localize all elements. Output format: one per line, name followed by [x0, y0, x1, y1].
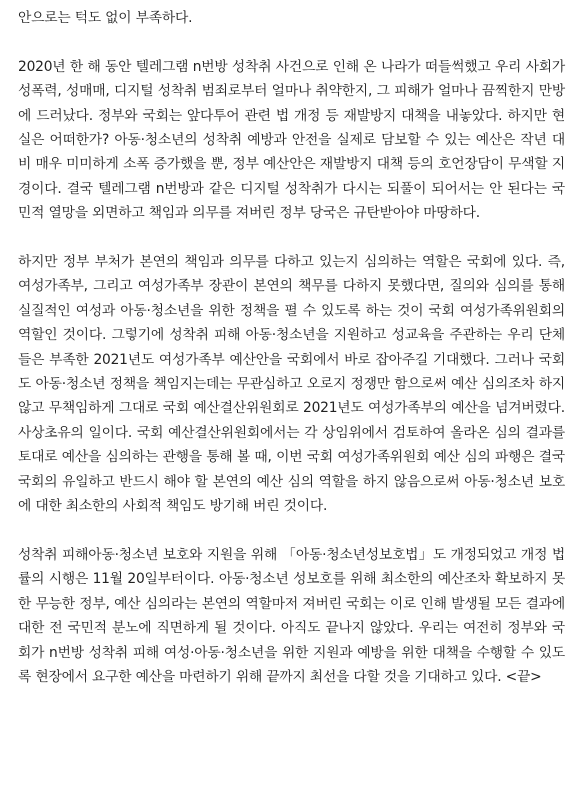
paragraph-nth-room-case: 2020년 한 해 동안 텔레그램 n번방 성착취 사건으로 인해 온 나라가 떠들썩했고 우리 사회가 성폭력, 성매매, 디지털 성착취 범죄로부터 얼마나 취약한지, 그 피해가 얼마나 끔찍한지 만방에 드러났다. 정부와 국회는 앞다투어 관련 법 개정 등 재발방지 대책을 내놓았다. 하지만 현실은 어떠한가? 아동·청소년의 성착취 예방과 안전을 실제로 담보할 수 있는 예산은 작년 대비 매우 미미하게 소폭 증가했을 뿐, 정부 예산안은 재발방지 대책 등의 호언장담이 무색할 지경이다. 결국 텔레그램 n번방과 같은 디지털 성착취가 다시는 되풀이 되어서는 안 된다는 국민적 열망을 외면하고 책임과 의무를 져버린 정부 당국은 규탄받아야 마땅하다. [18, 58, 565, 222]
paragraph-budget-shortfall: 안으로는 턱도 없이 부족하다. [18, 10, 193, 26]
paragraph-spacer [18, 519, 565, 543]
document-body [18, 6, 565, 689]
paragraph-spacer [18, 30, 565, 54]
paragraph-spacer [18, 226, 565, 250]
paragraph-conclusion: 성착취 피해아동·청소년 보호와 지원을 위해 「아동·청소년성보호법」도 개정되었고 개정 법률의 시행은 11월 20일부터이다. 아동·청소년 성보호를 위해 최소한의 예산조차 확보하지 못한 무능한 정부, 예산 심의라는 본연의 역할마저 져버린 국회는 이로 인해 발생될 모든 결과에 대한 전 국민적 분노에 직면하게 될 것이다. 아직도 끝나지 않았다. 우리는 여전히 정부와 국회가 n번방 성착취 피해 여성·아동·청소년을 위한 지원과 예방을 위한 대책을 수행할 수 있도록 현장에서 요구한 예산을 마련하기 위해 끝까지 최선을 다할 것을 기대하고 있다. <끝> [18, 546, 565, 685]
paragraph-national-assembly-role: 하지만 정부 부처가 본연의 책임과 의무를 다하고 있는지 심의하는 역할은 국회에 있다. 즉, 여성가족부, 그리고 여성가족부 장관이 본연의 책무를 다하지 못했다면, 질의와 심의를 통해 실질적인 여성과 아동·청소년을 위한 정책을 펼 수 있도록 하는 것이 국회 여성가족위원회의 역할인 것이다. 그렇기에 성착취 피해 아동·청소년을 지원하고 성교육을 주관하는 우리 단체들은 부족한 2021년도 여성가족부 예산안을 국회에서 바로 잡아주길 기대했다. 그러나 국회도 아동·청소년 정책을 책임지는데는 무관심하고 오로지 정쟁만 함으로써 예산 심의조차 하지 않고 무책임하게 그대로 국회 예산결산위원회로 2021년도 여성가족부의 예산을 넘겨버렸다. 사상초유의 일이다. 국회 예산결산위원회에서는 각 상임위에서 검토하여 올라온 심의 결과를 토대로 예산을 심의하는 관행을 통해 볼 때, 이번 국회 여성가족위원회 예산 심의 파행은 결국 국회의 유일하고 반드시 해야 할 본연의 예산 심의 역할을 하지 않음으로써 아동·청소년 보호에 대한 최소한의 사회적 책임도 방기해 버린 것이다. [18, 254, 566, 515]
